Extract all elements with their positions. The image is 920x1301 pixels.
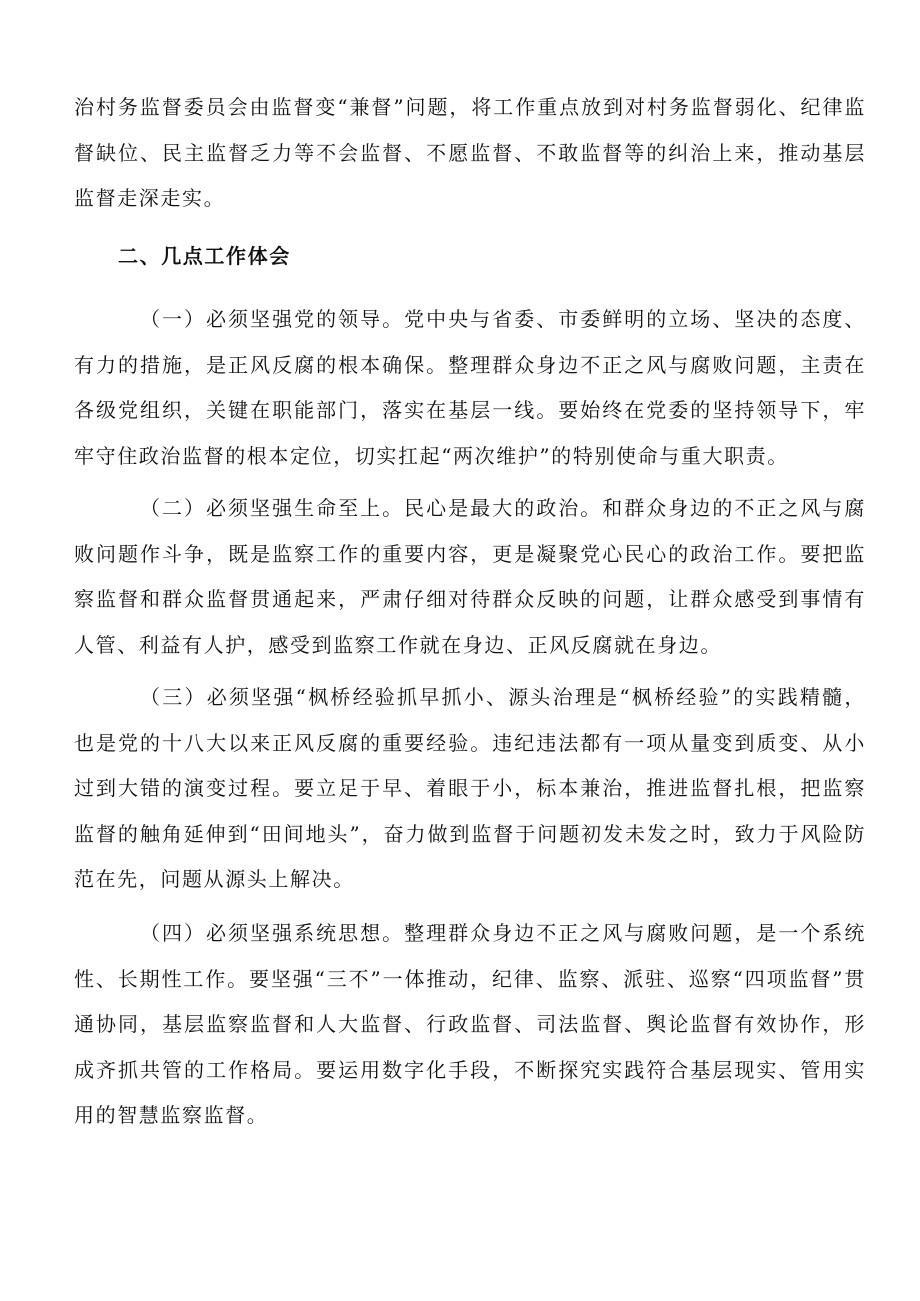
paragraph-2: （二）必须坚强生命至上。民心是最大的政治。和群众身边的不正之风与腐败问题作斗争，既是监察工作的重要内容，更是凝聚党心民心的政治工作。要把监察监督和群众监督贯通起来，严肃仔细对待群众反映的问题，让群众感受到事情有人管、利益有人护，感受到监察工作就在身边、正风反腐就在身边。 xyxy=(74,496,866,657)
section-heading: 二、几点工作体会 xyxy=(118,244,291,268)
paragraph-1: （一）必须坚强党的领导。党中央与省委、市委鲜明的立场、坚决的态度、有力的措施，是正风反腐的根本确保。整理群众身边不正之风与腐败问题，主责在各级党组织，关键在职能部门，落实在基层一线。要始终在党委的坚持领导下，牢牢守住政治监督的根本定位，切实扛起“两次维护”的特别使命与重大职责。 xyxy=(74,307,866,468)
paragraph-4: （四）必须坚强系统思想。整理群众身边不正之风与腐败问题，是一个系统性、长期性工作。要坚强“三不”一体推动，纪律、监察、派驻、巡察“四项监督”贯通协同，基层监察监督和人大监督、行政监督、司法监督、舆论监督有效协作，形成齐抓共管的工作格局。要运用数字化手段，不断探究实践符合基层现实、管用实用的智慧监察监督。 xyxy=(74,921,866,1127)
paragraph-3: （三）必须坚强“枫桥经验抓早抓小、源头治理是“枫桥经验”的实践精髓，也是党的十八大以来正风反腐的重要经验。违纪违法都有一项从量变到质变、从小过到大错的演变过程。要立足于早、着眼于小，标本兼治，推进监督扎根，把监察监督的触角延伸到“田间地头”，奋力做到监督于问题初发未发之时，致力于风险防范在先，问题从源头上解决。 xyxy=(74,685,866,891)
continuation-paragraph: 治村务监督委员会由监督变“兼督”问题，将工作重点放到对村务监督弱化、纪律监督缺位、民主监督乏力等不会监督、不愿监督、不敢监督等的纠治上来，推动基层监督走深走实。 xyxy=(74,95,866,210)
